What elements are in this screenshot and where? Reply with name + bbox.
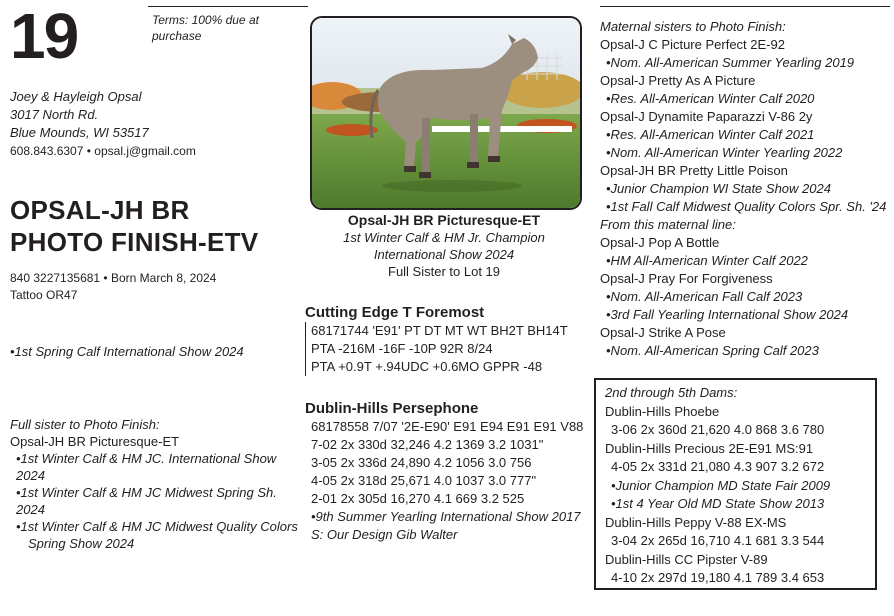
lot-number: 19 (10, 0, 78, 72)
sire-block (305, 304, 568, 376)
sire-name: Cutting Edge T Foremost (305, 304, 485, 321)
maternal-block (600, 18, 892, 360)
maternal-award: •Res. All-American Winter Calf 2020 (606, 91, 815, 106)
owner-email[interactable]: opsal.j@gmail.com (94, 144, 196, 158)
full-sister-heading: Full sister to Photo Finish: (10, 417, 160, 432)
dams-box-heading: 2nd through 5th Dams: (605, 385, 738, 400)
maternal-award: •3rd Fall Yearling International Show 2024 (606, 307, 849, 322)
animal-award: •1st Spring Calf International Show 2024 (10, 344, 244, 359)
dams-box-record: 3-06 2x 360d 21,620 4.0 868 3.6 780 (611, 422, 825, 437)
dams-box-name: Dublin-Hills Peppy V-88 EX-MS (605, 514, 787, 530)
maternal-award: •1st Fall Calf Midwest Quality Colors Spr. Sh. '24 (606, 199, 887, 214)
animal-name-line1: OPSAL-JH BR (10, 195, 190, 225)
full-sister-name: Opsal-JH BR Picturesque-ET (10, 434, 180, 449)
maternal-award: •Nom. All-American Fall Calf 2023 (606, 289, 803, 304)
dam-line: 3-05 2x 336d 24,890 4.2 1056 3.0 756 (311, 455, 532, 470)
full-sister-block (10, 416, 300, 552)
top-rule-left (148, 6, 308, 7)
cow-photo-illustration (312, 18, 580, 208)
dam-name: Dublin-Hills Persephone (305, 400, 479, 417)
owner-phone: 608.843.6307 (10, 144, 84, 158)
owner-contact (10, 142, 196, 160)
full-sister-award: •1st Winter Calf & HM JC. International Show 2024 (16, 451, 277, 483)
animal-tattoo: Tattoo OR47 (10, 288, 78, 302)
owner-address2: Blue Mounds, WI 53517 (10, 125, 149, 140)
sire-details (305, 322, 568, 376)
top-rule-right (600, 6, 890, 7)
caption-line2: International Show 2024 (373, 247, 515, 262)
sire-line: PTA +0.9T +.94UDC +0.6MO GPPR -48 (311, 359, 543, 374)
photo-caption (306, 212, 582, 280)
dams-box (594, 378, 877, 590)
dam-line: 68178558 7/07 '2E-E90' E91 E94 E91 E91 V88 (311, 419, 584, 434)
dams-box-record: 4-05 2x 331d 21,080 4.3 907 3.2 672 (611, 459, 825, 474)
dam-sire-note: S: Our Design Gib Walter (311, 527, 458, 542)
sire-line: PTA -216M -16F -10P 92R 8/24 (311, 341, 493, 356)
dam-line: 4-05 2x 318d 25,671 4.0 1037 3.0 777" (311, 473, 537, 488)
owner-block (10, 88, 196, 160)
maternal-sister-name: Opsal-J Dynamite Paparazzi V-86 2y (600, 109, 813, 124)
caption-title: Opsal-JH BR Picturesque-ET (347, 212, 541, 228)
maternal-award: •HM All-American Winter Calf 2022 (606, 253, 808, 268)
owner-address1: 3017 North Rd. (10, 107, 99, 122)
maternal-award: •Nom. All-American Spring Calf 2023 (606, 343, 819, 358)
maternal-heading: Maternal sisters to Photo Finish: (600, 19, 786, 34)
dam-award: •9th Summer Yearling International Show 2017 (311, 509, 581, 524)
dams-box-record: 4-10 2x 297d 19,180 4.1 789 3.4 653 (611, 570, 825, 585)
cow-photo (310, 16, 582, 210)
caption-line3: Full Sister to Lot 19 (388, 264, 500, 279)
dams-box-name: Dublin-Hills CC Pipster V-89 (605, 551, 768, 567)
terms-text: Terms: 100% due at purchase (152, 13, 259, 43)
animal-id-born: 840 3227135681 • Born March 8, 2024 (10, 271, 217, 285)
sire-line: 68171744 'E91' PT DT MT WT BH2T BH14T (311, 323, 568, 338)
animal-ids (10, 270, 216, 304)
animal-name (10, 194, 258, 258)
dams-box-award: •1st 4 Year Old MD State Show 2013 (611, 496, 825, 511)
maternal-sister-name: Opsal-J C Picture Perfect 2E-92 (600, 37, 785, 52)
maternal-award: •Nom. All-American Winter Yearling 2022 (606, 145, 843, 160)
maternal-award: •Res. All-American Winter Calf 2021 (606, 127, 815, 142)
dams-box-name: Dublin-Hills Precious 2E-E91 MS:91 (605, 440, 814, 456)
maternal-sister-name: Opsal-J Pray For Forgiveness (600, 271, 773, 286)
maternal-line-heading: From this maternal line: (600, 217, 736, 232)
maternal-sister-name: Opsal-J Pop A Bottle (600, 235, 720, 250)
dams-box-record: 3-04 2x 265d 16,710 4.1 681 3.3 544 (611, 533, 825, 548)
maternal-sister-name: Opsal-JH BR Pretty Little Poison (600, 163, 788, 178)
full-sister-award: •1st Winter Calf & HM JC Midwest Quality Colors (16, 519, 298, 534)
animal-name-line2: PHOTO FINISH-ETV (10, 227, 259, 257)
dam-block (305, 400, 583, 544)
owner-name: Joey & Hayleigh Opsal (10, 89, 142, 104)
dams-box-award: •Junior Champion MD State Fair 2009 (611, 477, 831, 493)
separator-dot: • (86, 144, 95, 158)
maternal-sister-name: Opsal-J Pretty As A Picture (600, 73, 756, 88)
maternal-award: •Nom. All-American Summer Yearling 2019 (606, 55, 855, 70)
full-sister-award: Spring Show 2024 (28, 536, 135, 551)
full-sister-award: •1st Winter Calf & HM JC Midwest Spring Sh. 2024 (16, 485, 277, 517)
dams-box-name: Dublin-Hills Phoebe (605, 403, 720, 419)
caption-line1: 1st Winter Calf & HM Jr. Champion (343, 230, 545, 245)
dam-line: 7-02 2x 330d 32,246 4.2 1369 3.2 1031" (311, 437, 544, 452)
dam-line: 2-01 2x 305d 16,270 4.1 669 3.2 525 (311, 491, 525, 506)
maternal-award: •Junior Champion WI State Show 2024 (606, 181, 831, 196)
maternal-sister-name: Opsal-J Strike A Pose (600, 325, 726, 340)
